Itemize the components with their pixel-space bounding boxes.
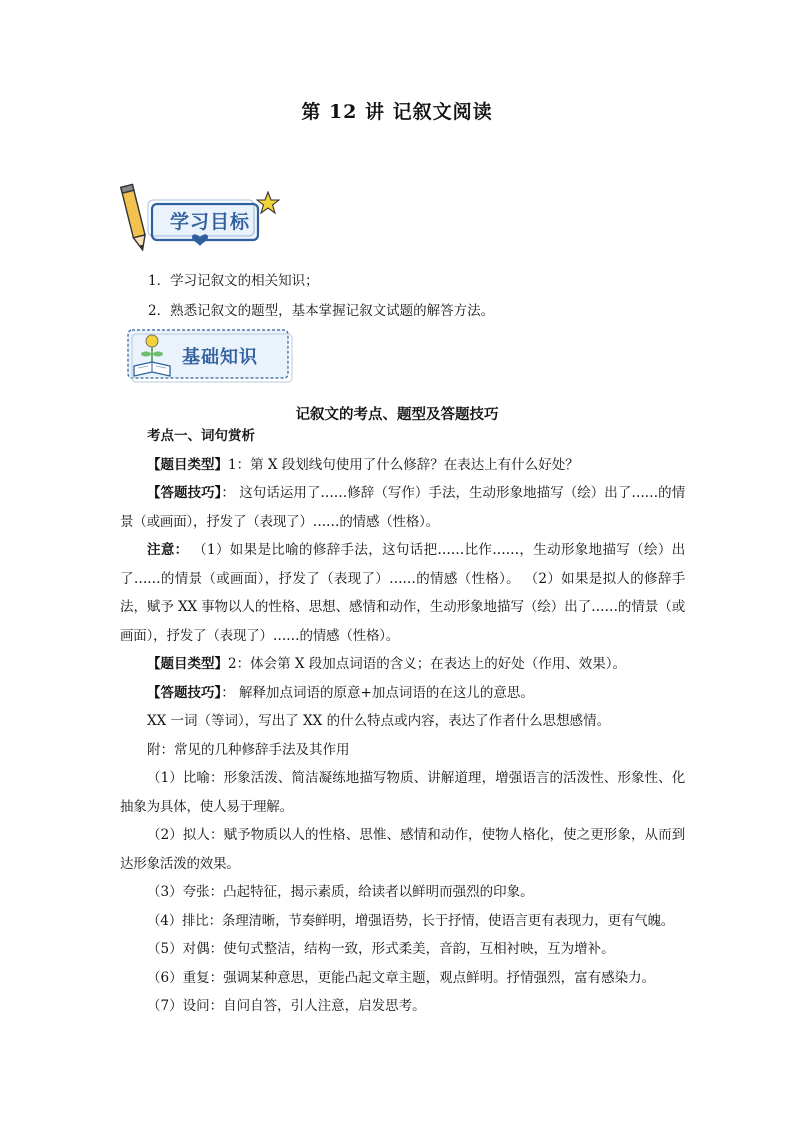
answer-tip-1 (120, 479, 685, 536)
question-type-1 (120, 451, 685, 480)
goal-item-2: 2．熟悉记叙文的题型，基本掌握记叙文试题的解答方法。 (148, 303, 495, 319)
basic-knowledge-banner (126, 328, 296, 384)
answer-tip-tag: 【答题技巧】 (147, 684, 222, 701)
learning-goals-list (148, 266, 494, 326)
answer-tip-text: ： 解释加点词语的原意+加点词语的在这儿的意思。 (221, 684, 534, 701)
book-plant-icon (132, 332, 172, 378)
rhetoric-item: （1）比喻：形象活泼、简洁凝练地描写物质、讲解道理，增强语言的活泼性、形象性、化抽象为具体，使人易于理解。 (120, 770, 685, 815)
rhetoric-item: （2）拟人：赋予物质以人的性格、思惟、感情和动作，使物人格化，使之更形象，从而到达形象活泼的效果。 (120, 827, 685, 872)
rhetoric-item: （5）对偶：使句式整洁，结构一致，形式柔美，音韵，互相衬映，互为增补。 (147, 941, 615, 957)
rhetoric-item: （7）设问：自问自答，引人注意，启发思考。 (147, 998, 426, 1014)
question-type-tag: 【题目类型】 (147, 456, 228, 473)
question-type-text: 1：第 X 段划线句使用了什么修辞？在表达上有什么好处？ (228, 456, 579, 473)
kaodian-heading: 考点一、词句赏析 (147, 428, 255, 444)
section-title: 记叙文的考点、题型及答题技巧 (295, 406, 499, 423)
answer-tip-tag: 【答题技巧】 (147, 485, 222, 501)
rhetoric-item: （4）排比：条理清晰，节奏鲜明，增强语势，长于抒情，使语言更有表现力，更有气魄。 (147, 912, 675, 929)
content-body (120, 422, 685, 1021)
note-text: （1）如果是比喻的修辞手法，这句话把……比作……，生动形象地描写（绘）出了……的情景（或画面），抒发了（表现了）……的情感（性格）。 （2）如果是拟人的修辞手法，赋予 XX 事物以人的性格、思想、感情和动作，生动形象地描写（绘）出了……的情景（或画面），抒发了（表现了）……的情感（性格）。 (120, 542, 685, 644)
answer-tip-2 (120, 679, 685, 708)
banner-label: 学习目标 (169, 211, 250, 233)
question-type-2 (120, 650, 685, 679)
goal-item-1: 1．学习记叙文的相关知识； (148, 273, 319, 289)
learning-goals-banner (118, 180, 288, 255)
banner-label: 基础知识 (182, 347, 258, 368)
rhetoric-item: （6）重复：强调某种意思，更能凸起文章主题，观点鲜明。抒情强烈，富有感染力。 (147, 969, 656, 986)
star-icon (256, 191, 280, 215)
appendix-title: 附：常见的几种修辞手法及其作用 (147, 741, 350, 758)
answer-tip-text: ： 这句话运用了……修辞（写作）手法，生动形象地描写（绘）出了……的情景（或画面），抒发了（表现了）……的情感（性格）。 (120, 485, 685, 530)
question-type-tag: 【题目类型】 (147, 656, 228, 672)
note-tag: 注意： (147, 542, 189, 558)
rhetoric-item: （3）夸张：凸起特征，揭示素质，给读者以鲜明而强烈的印象。 (147, 884, 534, 900)
answer-detail: XX 一词（等词），写出了 XX 的什么特点或内容，表达了作者什么思想感情。 (147, 713, 611, 729)
page-title: 第 12 讲 记叙文阅读 (301, 101, 493, 123)
question-type-text: 2：体会第 X 段加点词语的含义；在表达上的好处（作用、效果）。 (228, 656, 627, 672)
note-paragraph (120, 536, 685, 650)
